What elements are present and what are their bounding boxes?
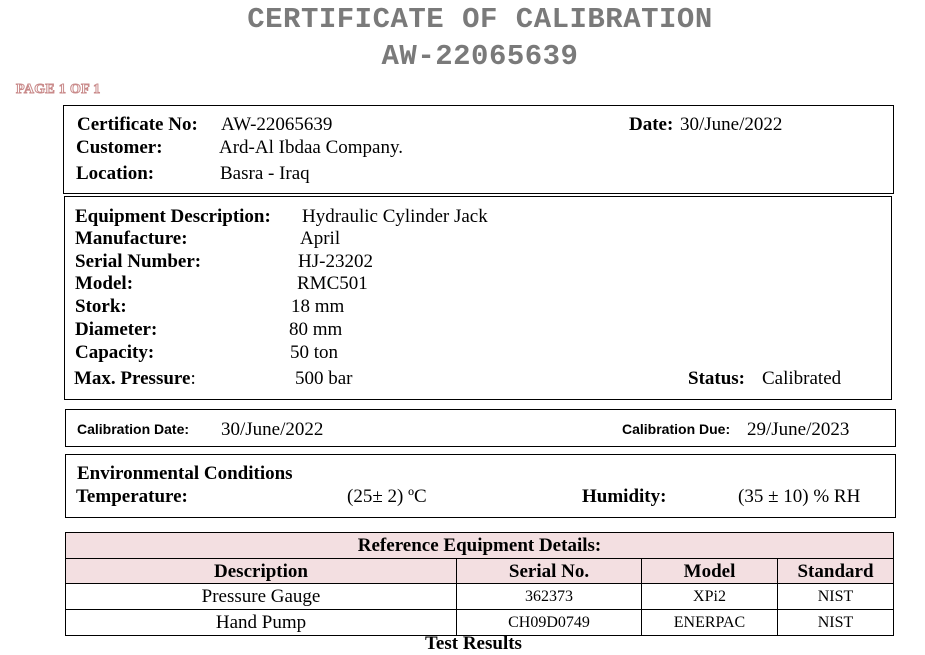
table-row — [66, 584, 894, 610]
location-label: Location: — [76, 163, 155, 184]
calibration-due-label: Calibration Due: — [622, 421, 731, 437]
row-description: Pressure Gauge — [66, 584, 457, 610]
stork-label: Stork: — [75, 296, 127, 317]
status-value: Calibrated — [762, 368, 842, 389]
column-header-model: Model — [642, 559, 778, 584]
calibration-due-value: 29/June/2023 — [747, 419, 850, 440]
model-label: Model: — [75, 273, 134, 294]
column-header-standard: Standard — [778, 559, 894, 584]
date-value: 30/June/2022 — [680, 114, 783, 135]
humidity-value: (35 ± 10) % RH — [738, 486, 861, 507]
temperature-value: (25± 2) ºC — [347, 486, 427, 507]
max-pressure-label-text: Max. Pressure — [74, 368, 191, 389]
page-indicator: PAGE 1 OF 1 — [16, 82, 101, 97]
calibration-date-label: Calibration Date: — [77, 421, 190, 437]
stork-value: 18 mm — [291, 296, 345, 317]
row-description: Hand Pump — [66, 610, 457, 636]
customer-label: Customer: — [76, 137, 163, 158]
status-label: Status: — [688, 368, 746, 389]
model-value: RMC501 — [297, 273, 368, 294]
calibration-date-value: 30/June/2022 — [221, 419, 324, 440]
table-row — [66, 610, 894, 636]
manufacture-label: Manufacture: — [75, 228, 188, 249]
certificate-no-value: AW-22065639 — [221, 114, 333, 135]
temperature-label: Temperature: — [76, 486, 188, 507]
row-model: XPi2 — [642, 584, 778, 610]
location-value: Basra - Iraq — [220, 163, 310, 184]
capacity-label: Capacity: — [75, 342, 155, 363]
row-standard: NIST — [778, 610, 894, 636]
certificate-number-title: AW-22065639 — [381, 40, 579, 73]
row-standard: NIST — [778, 584, 894, 610]
serial-number-label: Serial Number: — [75, 251, 202, 272]
capacity-value: 50 ton — [290, 342, 339, 363]
equipment-description-label: Equipment Description: — [75, 206, 271, 227]
serial-number-value: HJ-23202 — [298, 251, 373, 272]
reference-table-heading: Reference Equipment Details: — [66, 533, 894, 559]
reference-equipment-table — [65, 532, 894, 636]
equipment-description-value: Hydraulic Cylinder Jack — [302, 206, 488, 227]
max-pressure-colon: : — [190, 368, 196, 389]
customer-value: Ard-Al Ibdaa Company. — [219, 137, 403, 158]
column-header-serial: Serial No. — [457, 559, 642, 584]
max-pressure-label — [74, 369, 196, 388]
diameter-value: 80 mm — [289, 319, 343, 340]
row-model: ENERPAC — [642, 610, 778, 636]
date-label: Date: — [629, 114, 674, 135]
manufacture-value: April — [300, 228, 341, 249]
certificate-no-label: Certificate No: — [77, 114, 198, 135]
humidity-label: Humidity: — [582, 486, 667, 507]
environment-heading: Environmental Conditions — [77, 463, 293, 484]
row-serial: 362373 — [457, 584, 642, 610]
diameter-label: Diameter: — [75, 319, 158, 340]
test-results-heading: Test Results — [425, 633, 522, 654]
max-pressure-value: 500 bar — [295, 368, 353, 389]
column-header-description: Description — [66, 559, 457, 584]
row-serial: CH09D0749 — [457, 610, 642, 636]
certificate-title: CERTIFICATE OF CALIBRATION — [247, 3, 713, 36]
